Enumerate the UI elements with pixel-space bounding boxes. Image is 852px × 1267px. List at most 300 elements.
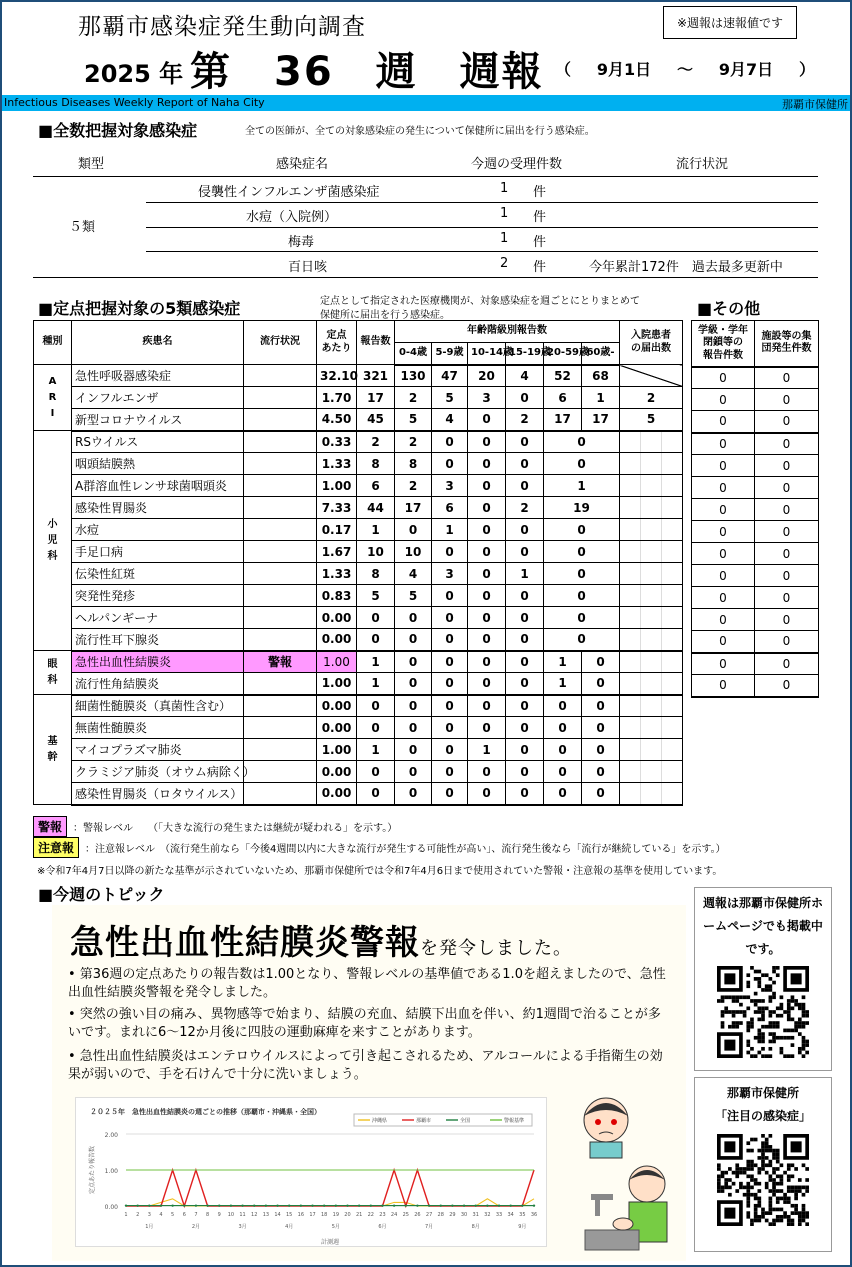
data-point xyxy=(241,1204,243,1206)
h-age: 60歳- xyxy=(582,343,620,365)
date-to: 9月7日 xyxy=(718,60,774,79)
month-label: 8月 xyxy=(471,1224,480,1230)
group-outbreak-count: 0 xyxy=(755,675,819,697)
x-tick-label: 25 xyxy=(402,1212,409,1218)
age-count: 5 xyxy=(395,409,432,431)
table-row xyxy=(34,717,683,739)
age-count: 0 xyxy=(468,673,506,695)
table-row xyxy=(34,761,683,783)
category-label: 眼 科 xyxy=(34,651,72,695)
hospitalized-count xyxy=(620,541,683,563)
month-label: 7月 xyxy=(424,1224,434,1230)
class-closure-count: 0 xyxy=(692,389,755,411)
x-tick-label: 33 xyxy=(495,1212,503,1218)
per-sentinel: 0.17 xyxy=(317,519,357,541)
data-point xyxy=(323,1204,325,1206)
per-sentinel: 0.00 xyxy=(317,761,357,783)
age-count: 2 xyxy=(395,431,432,453)
category-label: 基 幹 xyxy=(34,695,72,805)
report-count: 0 xyxy=(357,717,395,739)
age-count: 0 xyxy=(544,585,620,607)
hospitalized-count xyxy=(620,431,683,453)
data-point xyxy=(288,1204,290,1206)
disease-name: 侵襲性インフルエンザ菌感染症 xyxy=(198,185,380,200)
table-row xyxy=(34,739,683,761)
epidemic-status xyxy=(244,607,317,629)
data-point xyxy=(148,1204,150,1206)
h-type: 種別 xyxy=(34,321,72,365)
hospitalized-count xyxy=(620,783,683,805)
data-point xyxy=(509,1204,511,1206)
age-count: 0 xyxy=(395,607,432,629)
age-count: 0 xyxy=(395,717,432,739)
per-sentinel: 1.67 xyxy=(317,541,357,563)
report-count: 0 xyxy=(357,783,395,805)
data-point xyxy=(428,1204,430,1206)
per-sentinel: 1.00 xyxy=(317,739,357,761)
h-hospitalized: 入院患者 の届出数 xyxy=(620,321,683,365)
group-outbreak-count: 0 xyxy=(755,609,819,631)
table-row xyxy=(692,587,819,609)
handwashing-illustration xyxy=(585,1160,685,1252)
age-count: 2 xyxy=(395,475,432,497)
x-tick-label: 10 xyxy=(227,1212,235,1218)
age-count: 0 xyxy=(582,673,620,695)
report-count: 0 xyxy=(357,695,395,717)
table-row xyxy=(692,675,819,697)
month-label: 5月 xyxy=(331,1224,340,1230)
age-count: 0 xyxy=(432,695,468,717)
criteria-note-text: ※令和7年4月7日以降の新たな基準が示されていないため、那覇市保健所では令和7年4月6日まで使用されていた警報・注意報の基準を使用しています。 xyxy=(37,866,723,877)
group-outbreak-count: 0 xyxy=(755,477,819,499)
data-point xyxy=(393,1204,395,1206)
table-row xyxy=(33,203,818,227)
epidemic-status xyxy=(244,585,317,607)
table-row xyxy=(33,178,818,202)
x-tick-label: 14 xyxy=(274,1212,281,1218)
age-count: 2 xyxy=(395,387,432,409)
age-count: 20 xyxy=(468,365,506,387)
age-count: 0 xyxy=(432,629,468,651)
table-row xyxy=(34,453,683,475)
sick-child-illustration xyxy=(570,1090,642,1160)
trend-chart xyxy=(75,1097,547,1247)
table-row xyxy=(34,365,683,387)
epidemic-status xyxy=(244,783,317,805)
age-count: 1 xyxy=(432,519,468,541)
age-count: 4 xyxy=(395,563,432,585)
age-count: 6 xyxy=(432,497,468,519)
age-count: 0 xyxy=(468,651,506,673)
age-count: 0 xyxy=(506,695,544,717)
alarm-tag: 警報 xyxy=(33,816,67,837)
age-count: 0 xyxy=(506,387,544,409)
hospitalized-count xyxy=(620,475,683,497)
table-row xyxy=(34,475,683,497)
h-age: 5-9歳 xyxy=(432,343,468,365)
x-tick-label: 27 xyxy=(425,1212,433,1218)
age-count: 47 xyxy=(432,365,468,387)
table-row xyxy=(34,673,683,695)
sentinel-title: ■定点把握対象の5類感染症 xyxy=(38,299,241,318)
report-count: 8 xyxy=(357,453,395,475)
class-closure-count: 0 xyxy=(692,477,755,499)
table-row xyxy=(34,607,683,629)
range-close: ） xyxy=(798,60,815,79)
age-count: 0 xyxy=(506,717,544,739)
age-count: 0 xyxy=(506,431,544,453)
x-tick-label: 34 xyxy=(507,1212,514,1218)
age-count: 0 xyxy=(468,585,506,607)
x-axis-label: 計測週 xyxy=(320,1239,340,1246)
topic-headline xyxy=(70,915,572,964)
month-label: 2月 xyxy=(191,1224,201,1230)
x-tick-label: 22 xyxy=(367,1212,374,1218)
focus-disease-qr-panel xyxy=(694,1077,832,1252)
hospitalized-count xyxy=(620,717,683,739)
report-count: 1 xyxy=(357,673,395,695)
epidemic-status xyxy=(244,519,317,541)
age-count: 130 xyxy=(395,365,432,387)
age-count: 0 xyxy=(432,783,468,805)
sentinel-table xyxy=(33,320,683,806)
criteria-note xyxy=(37,862,722,877)
data-point xyxy=(206,1204,208,1206)
month-label: 4月 xyxy=(285,1224,294,1230)
disease-name: 無菌性髄膜炎 xyxy=(72,717,244,739)
month-label: 1月 xyxy=(145,1224,154,1230)
disease-unit: 件 xyxy=(533,210,547,225)
age-count: 0 xyxy=(468,541,506,563)
age-count: 5 xyxy=(395,585,432,607)
x-tick-label: 6 xyxy=(182,1212,186,1218)
h-status: 流行状況 xyxy=(676,157,729,172)
age-count: 0 xyxy=(544,541,620,563)
table-row xyxy=(692,411,819,433)
h-count: 今週の受理件数 xyxy=(471,157,563,172)
disease-name: 水痘（入院例） xyxy=(246,210,338,225)
preliminary-notice: ※週報は速報値です xyxy=(663,6,797,39)
group-outbreak-count: 0 xyxy=(755,653,819,675)
data-point xyxy=(311,1204,313,1206)
age-count: 1 xyxy=(506,563,544,585)
y-tick-label: 1.00 xyxy=(104,1168,118,1175)
table-row xyxy=(34,563,683,585)
epidemic-status xyxy=(244,695,317,717)
class-closure-count: 0 xyxy=(692,675,755,697)
epidemic-status xyxy=(244,431,317,453)
x-tick-label: 29 xyxy=(449,1212,456,1218)
age-count: 17 xyxy=(582,409,620,431)
x-tick-label: 1 xyxy=(124,1212,128,1218)
age-count: 0 xyxy=(395,783,432,805)
age-count: 0 xyxy=(544,761,582,783)
age-count: 17 xyxy=(544,409,582,431)
topic-title: ■今週のトピック xyxy=(38,885,165,904)
category-5: ５類 xyxy=(69,220,96,235)
disease-count: 1 xyxy=(500,231,509,246)
per-sentinel: 7.33 xyxy=(317,497,357,519)
alarm-legend xyxy=(33,816,397,837)
data-point xyxy=(171,1204,173,1206)
age-count: 68 xyxy=(582,365,620,387)
homepage-qr-text: 週報は那覇市保健所ホームページでも掲載中です。 xyxy=(702,896,823,956)
data-point xyxy=(405,1204,407,1206)
h-age: 10-14歳 xyxy=(468,343,506,365)
data-point xyxy=(300,1204,302,1206)
table-row xyxy=(34,519,683,541)
report-year: 2025 年 xyxy=(84,60,184,88)
age-count: 0 xyxy=(468,717,506,739)
title-bar xyxy=(2,95,850,111)
age-count: 0 xyxy=(544,563,620,585)
data-point xyxy=(370,1204,372,1206)
age-count: 4 xyxy=(432,409,468,431)
data-point xyxy=(125,1204,127,1206)
age-count: 0 xyxy=(582,695,620,717)
group-outbreak-count: 0 xyxy=(755,499,819,521)
h-type: 類型 xyxy=(78,157,105,172)
other-table xyxy=(691,320,819,698)
table-row xyxy=(34,541,683,563)
table-row xyxy=(34,651,683,673)
month-label: 9月 xyxy=(518,1224,527,1230)
data-point xyxy=(381,1204,383,1206)
hospitalized-count xyxy=(620,519,683,541)
age-count: 0 xyxy=(544,453,620,475)
age-count: 1 xyxy=(544,651,582,673)
table-row xyxy=(34,695,683,717)
per-sentinel: 4.50 xyxy=(317,409,357,431)
per-sentinel: 0.00 xyxy=(317,783,357,805)
table-row xyxy=(34,431,683,453)
table-row xyxy=(692,653,819,675)
epidemic-status xyxy=(244,475,317,497)
y-axis-label: 定点あたり報告数 xyxy=(89,1145,96,1195)
h-status: 流行状況 xyxy=(244,321,317,365)
epidemic-status xyxy=(244,739,317,761)
h-age: 0-4歳 xyxy=(395,343,432,365)
disease-name: クラミジア肺炎（オウム病除く） xyxy=(72,761,244,783)
data-point xyxy=(276,1204,278,1206)
x-tick-label: 11 xyxy=(239,1212,246,1218)
per-sentinel: 0.00 xyxy=(317,629,357,651)
report-count: 0 xyxy=(357,607,395,629)
age-count: 0 xyxy=(432,453,468,475)
divider xyxy=(33,176,818,177)
hospitalized-count xyxy=(620,585,683,607)
report-count: 44 xyxy=(357,497,395,519)
age-count: 0 xyxy=(395,651,432,673)
table-row xyxy=(34,387,683,409)
age-count: 0 xyxy=(468,783,506,805)
age-count: 3 xyxy=(432,475,468,497)
y-tick-label: 0.00 xyxy=(104,1204,118,1211)
age-count: 0 xyxy=(468,409,506,431)
age-count: 0 xyxy=(395,629,432,651)
age-count: 0 xyxy=(544,431,620,453)
age-count: 17 xyxy=(395,497,432,519)
x-tick-label: 28 xyxy=(437,1212,444,1218)
alarm-text: ：警報レベル （「大きな流行の発生または継続が疑われる」を示す。） xyxy=(73,823,398,834)
class-closure-count: 0 xyxy=(692,653,755,675)
h-name: 感染症名 xyxy=(276,157,329,172)
range-tilde: ～ xyxy=(676,60,693,79)
per-sentinel: 1.00 xyxy=(317,651,357,673)
report-count: 8 xyxy=(357,563,395,585)
age-count: 8 xyxy=(395,453,432,475)
per-sentinel: 32.10 xyxy=(317,365,357,387)
group-outbreak-count: 0 xyxy=(755,389,819,411)
age-count: 1 xyxy=(544,475,620,497)
h-disease: 疾患名 xyxy=(72,321,244,365)
hospitalized-count xyxy=(620,739,683,761)
per-sentinel: 0.00 xyxy=(317,695,357,717)
data-point xyxy=(230,1204,232,1206)
caution-legend xyxy=(33,837,726,858)
disease-name: 急性呼吸器感染症 xyxy=(72,365,244,387)
age-count: 0 xyxy=(432,585,468,607)
per-sentinel: 1.33 xyxy=(317,563,357,585)
age-count: 0 xyxy=(506,673,544,695)
age-count: 0 xyxy=(544,739,582,761)
qr-code-icon[interactable] xyxy=(715,1134,811,1226)
x-tick-label: 16 xyxy=(297,1212,305,1218)
age-count: 0 xyxy=(506,607,544,629)
data-point xyxy=(335,1204,337,1206)
epidemic-status xyxy=(244,673,317,695)
age-count: 0 xyxy=(395,695,432,717)
class-closure-count: 0 xyxy=(692,499,755,521)
disease-count: 2 xyxy=(500,256,509,271)
epidemic-status xyxy=(244,453,317,475)
report-count: 45 xyxy=(357,409,395,431)
disease-name: インフルエンザ xyxy=(72,387,244,409)
hospitalized-count xyxy=(620,629,683,651)
table-header-row xyxy=(692,321,819,367)
age-count: 1 xyxy=(544,673,582,695)
table-row xyxy=(692,521,819,543)
hospitalized-count xyxy=(620,497,683,519)
age-count: 2 xyxy=(506,497,544,519)
report-count: 10 xyxy=(357,541,395,563)
x-tick-label: 19 xyxy=(332,1212,340,1218)
report-title: 那覇市感染症発生動向調査 xyxy=(78,14,366,40)
age-count: 0 xyxy=(544,629,620,651)
age-count: 0 xyxy=(544,607,620,629)
disease-unit: 件 xyxy=(533,235,547,250)
table-row xyxy=(692,565,819,587)
class-closure-count: 0 xyxy=(692,543,755,565)
report-count: 1 xyxy=(357,651,395,673)
month-label: 3月 xyxy=(238,1224,247,1230)
age-count: 0 xyxy=(544,519,620,541)
age-count: 0 xyxy=(582,739,620,761)
group-outbreak-count: 0 xyxy=(755,631,819,653)
table-row xyxy=(692,433,819,455)
disease-name: 流行性耳下腺炎 xyxy=(72,629,244,651)
age-count: 0 xyxy=(506,453,544,475)
x-tick-label: 24 xyxy=(390,1212,398,1218)
age-count: 5 xyxy=(432,387,468,409)
class-closure-count: 0 xyxy=(692,455,755,477)
data-point xyxy=(346,1204,348,1206)
age-count: 0 xyxy=(468,761,506,783)
disease-name: 感染性胃腸炎 xyxy=(72,497,244,519)
age-count: 3 xyxy=(432,563,468,585)
x-tick-label: 35 xyxy=(519,1212,526,1218)
x-tick-label: 2 xyxy=(136,1212,140,1218)
group-outbreak-count: 0 xyxy=(755,433,819,455)
hospitalized-count xyxy=(620,761,683,783)
hospitalized-count xyxy=(620,651,683,673)
table-row xyxy=(692,609,819,631)
hospitalized-count xyxy=(620,673,683,695)
disease-name: 手足口病 xyxy=(72,541,244,563)
topic-bullet-2: • 突然の強い目の痛み、異物感等で始まり、結膜の充血、結膜下出血を伴い、約1週間で治ることが多いです。まれに6～12か月後に四肢の運動麻痺を来すことがあります。 xyxy=(68,1007,661,1040)
chart-title: ２０２５年 急性出血性結膜炎の週ごとの推移（那覇市・沖縄県・全国） xyxy=(90,1108,321,1116)
trend-chart-svg xyxy=(76,1098,548,1248)
group-outbreak-count: 0 xyxy=(755,543,819,565)
x-tick-label: 18 xyxy=(320,1212,328,1218)
age-count: 19 xyxy=(544,497,620,519)
x-tick-label: 31 xyxy=(472,1212,479,1218)
table-row xyxy=(692,543,819,565)
age-count: 0 xyxy=(582,783,620,805)
per-sentinel: 1.70 xyxy=(317,387,357,409)
data-point xyxy=(218,1204,220,1206)
topic-bullet-3: • 急性出血性結膜炎はエンテロウイルスによって引き起こされるため、アルコールによる手指衛生の効果が弱いので、手を石けんで十分に洗いましょう。 xyxy=(68,1049,663,1082)
h-per-sentinel: 定点 あたり xyxy=(317,321,357,365)
age-count: 0 xyxy=(582,761,620,783)
all-count-header xyxy=(33,150,818,174)
class-closure-count: 0 xyxy=(692,521,755,543)
series-line xyxy=(126,1199,534,1206)
data-point xyxy=(358,1204,360,1206)
age-count: 0 xyxy=(432,651,468,673)
age-count: 0 xyxy=(395,761,432,783)
data-point xyxy=(136,1204,138,1206)
data-point xyxy=(265,1204,267,1206)
qr-code-icon[interactable] xyxy=(715,966,811,1058)
headline-main: 急性出血性結膜炎警報 xyxy=(70,923,420,963)
disease-name: 伝染性紅斑 xyxy=(72,563,244,585)
age-count: 0 xyxy=(432,607,468,629)
epidemic-status xyxy=(244,497,317,519)
disease-name: 水痘 xyxy=(72,519,244,541)
publisher: 那覇市保健所 xyxy=(782,98,848,111)
x-tick-label: 7 xyxy=(194,1212,198,1218)
disease-count: 1 xyxy=(500,206,509,221)
legend-entry: 沖縄県 xyxy=(372,1118,388,1124)
disease-name: ヘルパンギーナ xyxy=(72,607,244,629)
data-point xyxy=(486,1204,488,1206)
date-from: 9月1日 xyxy=(596,60,652,79)
age-count: 0 xyxy=(468,519,506,541)
x-tick-label: 26 xyxy=(414,1212,421,1218)
age-count: 0 xyxy=(506,585,544,607)
range-open: （ xyxy=(555,60,572,79)
age-count: 0 xyxy=(506,541,544,563)
disease-name: マイコプラズマ肺炎 xyxy=(72,739,244,761)
age-count: 0 xyxy=(432,673,468,695)
x-tick-label: 9 xyxy=(217,1212,221,1218)
age-count: 6 xyxy=(544,387,582,409)
epidemic-status xyxy=(244,717,317,739)
data-point xyxy=(521,1204,523,1206)
age-count: 0 xyxy=(468,431,506,453)
caution-tag: 注意報 xyxy=(33,837,79,858)
